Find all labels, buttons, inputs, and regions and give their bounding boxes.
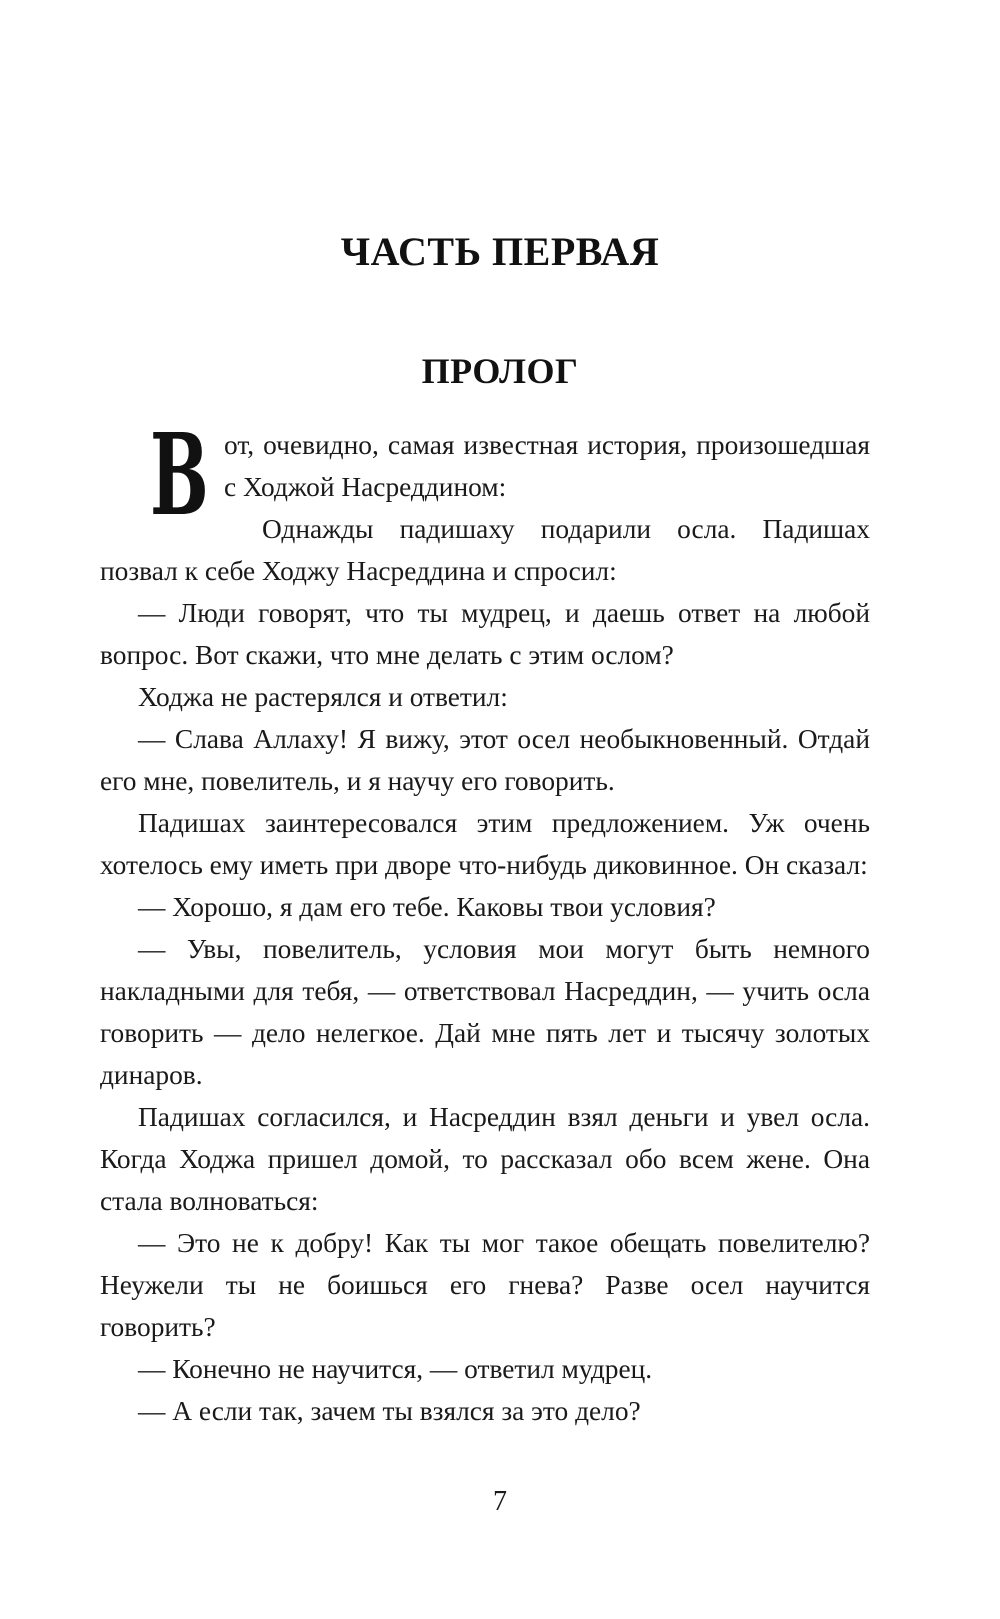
drop-cap-letter: В [150,410,209,541]
paragraph-4: Ходжа не растерялся и ответил: [138,682,508,712]
paragraph-10: — Это не к добру! Как ты мог такое обещать повелителю? Неужели ты не боишься его гнева? Разве осел научится говорить? [100,1228,870,1342]
paragraph-8: — Увы, повелитель, условия мои могут быть немного накладными для тебя, — ответствовал Насреддин, — учить осла говорить — дело нелегкое. Дай мне пять лет и тысячу золотых динаров. [100,934,870,1090]
chapter-title: ПРОЛОГ [421,351,579,391]
paragraph-5: — Слава Аллаху! Я вижу, этот осел необыкновенный. Отдай его мне, повелитель, и я научу его говорить. [100,724,870,796]
paragraph-1-text: от, очевидно, самая известная история, произошедшая с Ходжой Насреддином: [224,430,870,502]
part-title: ЧАСТЬ ПЕРВАЯ [340,229,660,274]
paragraph-11: — Конечно не научится, — ответил мудрец. [138,1354,653,1384]
paragraph-3: — Люди говорят, что ты мудрец, и даешь ответ на любой вопрос. Вот скажи, что мне делать с этим ослом? [100,598,870,670]
paragraph-12: — А если так, зачем ты взялся за это дело? [138,1396,641,1426]
paragraph-9: Падишах согласился, и Насреддин взял деньги и увел осла. Когда Ходжа пришел домой, то рассказал обо всем жене. Она стала волноваться: [100,1102,870,1216]
paragraph-2: Однажды падишаху подарили осла. Падишах позвал к себе Ходжу Насреддина и спросил: [100,514,870,586]
paragraph-1 [100,410,870,541]
body-text [100,410,870,1432]
page-number: 7 [493,1486,507,1517]
paragraph-6: Падишах заинтересовался этим предложением. Уж очень хотелось ему иметь при дворе что-нибудь диковинное. Он сказал: [100,808,870,880]
paragraph-7: — Хорошо, я дам его тебе. Каковы твои условия? [138,892,716,922]
